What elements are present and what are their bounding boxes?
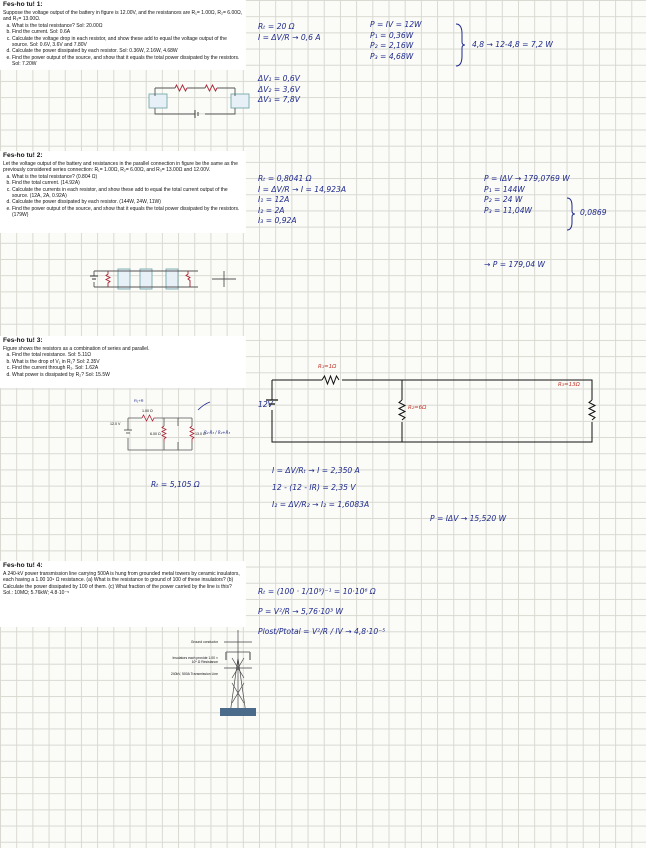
sol3-battery-label (258, 400, 273, 411)
problem-2-item-e: e. Find the power output of the source, and show that it equals the total power dissipated by the resistors. (179W) (12, 206, 243, 219)
problem-1 (0, 0, 246, 70)
fig3-r1-label: 1.00 Ω (142, 409, 153, 413)
solution-3-power (430, 514, 506, 525)
sol1-rt: Rₜ = 20 Ω (258, 22, 295, 31)
problem-3-item-a: a. Find the total resistance. Sol: 5.11Ω (12, 352, 243, 358)
sol2-p2: P₂ = 24 W (484, 195, 523, 204)
sol3-drop: 12 - (12 - IR) = 2,35 V (272, 483, 356, 492)
sol3-rt: Rₜ = 5,105 Ω (151, 480, 200, 489)
problem-2 (0, 151, 246, 233)
sol2-total: → P = 179,04 W (484, 260, 546, 269)
problem-1-heading: Fes-ho tu! 1: (3, 1, 43, 8)
sol3-r2-text: R₂=6Ω (408, 405, 427, 411)
fig3-r2-label: 6.00 Ω (150, 432, 161, 436)
sol3-power: P = IΔV → 15,520 W (430, 514, 507, 523)
combination-circuit-labels (108, 396, 208, 458)
fig4-label-insulators: Insulators each provide 1.00 × 10⁹ Ω Resistance (172, 656, 218, 665)
solution-1-col-b (258, 74, 300, 106)
problem-4-intro: A 240-kV power transmission line carrying 500A is hung from grounded metal towers by ceramic insulators, each having a 1.00 10⁹ Ω resistance. (a) What is the resistance to ground of 100 of these insulators? (b) Calculate the power dissipated by 100 of them. (c) What fraction of the power carried by the line is this? (3, 571, 240, 590)
sol2-p: P = IΔV → 179,0769 W (484, 174, 570, 183)
sol1-p: P = IV = 12W (370, 20, 422, 29)
sol1-p2: P₂ = 2,16W (370, 41, 414, 50)
sol1-dv3: ΔV₃ = 7,8V (258, 95, 300, 104)
problem-3-item-b: b. What is the drop of V₁ in R₁? Sol: 2.35V (12, 359, 243, 365)
sol1-dv1: ΔV₁ = 0,6V (258, 74, 300, 83)
problem-2-intro: Let the voltage output of the battery and resistances in the parallel connection in figure be the same as the previously considered series connection: R₁= 1.00Ω, R₂= 6.00Ω, and R₃= 13.00Ω and 12.00V. (3, 161, 238, 174)
sol2-i3: I₃ = 0,92A (258, 216, 297, 225)
sol3-r3-text: R₃=13Ω (558, 382, 580, 388)
sol2-p1: P₁ = 144W (484, 184, 525, 194)
problem-3 (0, 336, 246, 388)
solution-3-rt (151, 480, 200, 491)
solution-1-col-c (370, 20, 422, 62)
problem-2-item-d: d. Calculate the power dissipated by each resistor. (144W, 24W, 11W) (12, 199, 243, 205)
sol2-rt: Rₜ = 0,8041 Ω (258, 174, 312, 183)
transmission-tower-diagram (220, 628, 256, 716)
sol3-r1-text: R₁=1Ω (318, 364, 337, 370)
sol2-current: I = ΔV/R → I = 14,923A (258, 184, 347, 194)
problem-4 (0, 561, 246, 627)
sol4-fraction: Plost/Ptotal = V²/R / IV → 4,8·10⁻⁵ (258, 627, 386, 636)
sol4-power: P = V²/R → 5,76·10³ W (258, 607, 343, 616)
sol1-dv2: ΔV₂ = 3,6V (258, 84, 300, 94)
solution-1-col-a (258, 22, 321, 43)
series-circuit-diagram (145, 78, 255, 120)
fig3-sidenote (204, 430, 230, 435)
fig3-ov-arrow (196, 400, 212, 412)
brace-2 (566, 196, 576, 232)
sol3-r3-label (558, 380, 580, 391)
fig4-label-ground: Ground conductor (190, 640, 218, 644)
fig3-battery-label: 12.0 V (110, 422, 121, 426)
fig3-sidenote-text: R₂·R₃ / R₂+R₃ (204, 430, 231, 435)
solution-4-lines (258, 582, 385, 642)
handwritten-circuit-3 (262, 360, 612, 450)
problem-3-item-c: c. Find the current through R₂. Sol: 1.62A (12, 365, 243, 371)
problem-2-item-c: c. Calculate the currents in each resistor, and show these add to equal the total current output of the source. (12A, 2A, 0.92A) (12, 187, 243, 200)
sol3-i2: I₂ = ΔV/R₂ → I₂ = 1,6083A (272, 500, 370, 509)
solution-2-col-b (484, 174, 570, 216)
problem-2-items (3, 174, 243, 219)
fig4-label-line: 240kV, 500A Transmission Line (170, 672, 218, 676)
sol2-diff: 0,0869 (580, 208, 607, 217)
sol1-balance: 4,8 → 12-4,8 = 7,2 W (472, 40, 553, 49)
problem-1-item-c: c. Calculate the voltage drop in each resistor, and show these add to equal the voltage output of the source. Sol: 0.6V, 3.6V and 7.80V (12, 36, 243, 49)
problem-2-item-a: a. What is the total resistance? (0.804 Ω) (12, 174, 243, 180)
problem-1-intro: Suppose the voltage output of the battery in figure is 12.00V, and the resistances are R₁= 1.00Ω, R₂= 6.00Ω, and R₃= 13.00Ω. (3, 10, 243, 23)
fig3-r3-label: 13.0 Ω (195, 432, 206, 436)
sol1-p1: P₁ = 0,36W (370, 30, 414, 40)
solution-2-col-c (580, 208, 607, 219)
brace-1 (454, 22, 466, 68)
sol4-rt: Rₜ = (100 · 1/10⁹)⁻¹ = 10·10⁶ Ω (258, 587, 376, 596)
sol3-r1-label (318, 362, 336, 373)
problem-4-solution: Sol.: 10MΩ; 5.76kW; 4.8·10⁻⁵ (3, 590, 70, 597)
sol2-i1: I₁ = 12A (258, 195, 290, 204)
problem-3-heading: Fes-ho tu! 3: (3, 337, 43, 344)
sol3-battery-text: 12V (258, 400, 273, 409)
problem-3-intro: Figure shows the resistors as a combination of series and parallel. (3, 346, 150, 352)
problem-4-heading: Fes-ho tu! 4: (3, 562, 43, 569)
sol1-current: I = ΔV/R → 0,6 A (258, 32, 321, 42)
parallel-circuit-diagram (88, 265, 238, 295)
tower-labels (168, 638, 218, 698)
problem-3-item-d: d. What power is dissipated by R₂? Sol: 15.5W (12, 372, 243, 378)
sol2-i2: I₂ = 2A (258, 205, 285, 215)
solution-3-lines (272, 462, 369, 513)
sol1-p3: P₃ = 4,68W (370, 51, 414, 61)
solution-2-col-a (258, 174, 346, 227)
problem-1-items (3, 23, 243, 68)
fig3-topnote: R₁+R (134, 398, 144, 403)
problem-2-heading: Fes-ho tu! 2: (3, 152, 43, 159)
solution-1-col-d (472, 40, 553, 51)
sol3-current: I = ΔV/Rₜ → I = 2,350 A (272, 466, 360, 475)
problem-1-item-e: e. Find the power output of the source, and show that it equals the total power dissipated by the resistors. Sol: 7.20W (12, 55, 243, 68)
sol2-p3: P₃ = 11,04W (484, 205, 533, 215)
problem-1-item-a: a. What is the total resistance? Sol: 20.00Ω (12, 23, 243, 29)
sol3-r2-label (408, 403, 426, 414)
problem-1-item-b: b. Find the current. Sol: 0.6A (12, 29, 243, 35)
solution-2-col-d (484, 260, 545, 271)
problem-1-item-d: d. Calculate the power dissipated by each resistor. Sol: 0.36W, 2.16W, 4.68W (12, 48, 243, 54)
problem-3-items (3, 352, 243, 378)
problem-2-item-b: b. Find the total current. (14.92A) (12, 180, 243, 186)
